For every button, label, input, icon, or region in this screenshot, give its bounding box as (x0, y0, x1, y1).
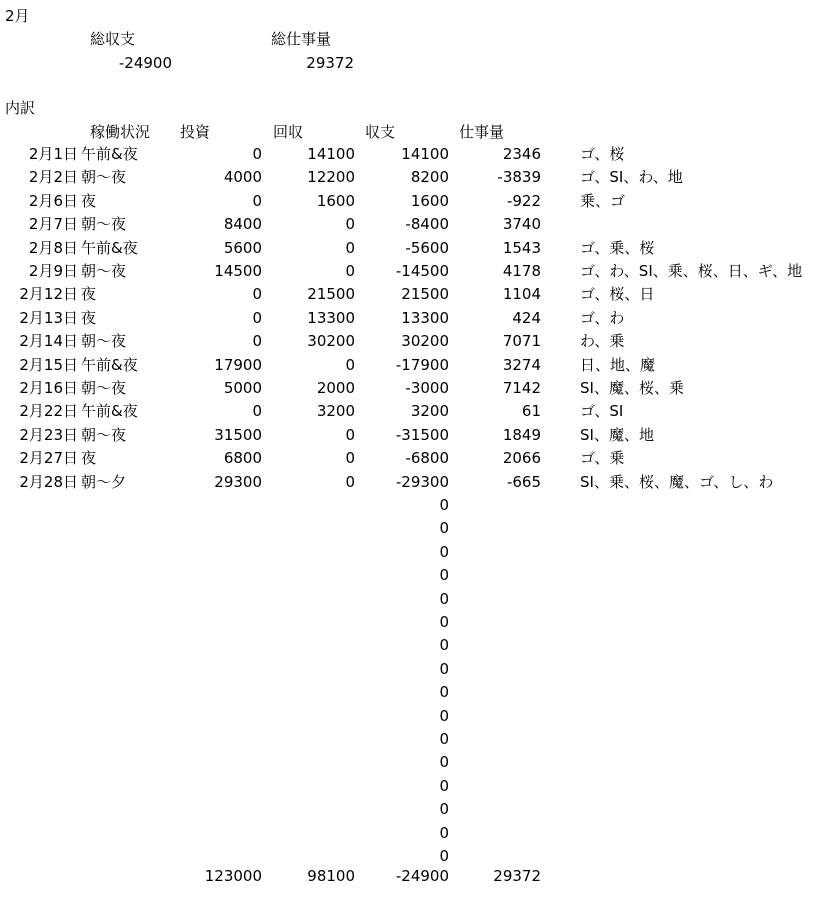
total-balance-value: -24900 (118, 54, 172, 72)
row-work: -922 (506, 191, 541, 210)
row-notes: SI、魔、桜、乗 (580, 379, 684, 397)
row-notes: ゴ、SI (580, 402, 624, 421)
row-balance: -14500 (395, 262, 449, 280)
row-notes: SI、魔、地 (580, 425, 654, 444)
row-collect: 0 (345, 425, 355, 444)
row-notes: ゴ、わ (580, 308, 625, 327)
row-notes: ゴ、桜 (580, 145, 625, 163)
row-collect: 12200 (307, 168, 355, 187)
row-balance: -3000 (405, 379, 449, 397)
row-collect: 1600 (316, 191, 355, 210)
row-status: 朝〜夜 (81, 332, 127, 351)
row-balance: -6800 (405, 449, 449, 468)
header-work: 仕事量 (459, 123, 505, 141)
header-status: 稼働状況 (90, 123, 151, 141)
empty-row-balance: 0 (439, 496, 449, 514)
row-work: 4178 (502, 262, 541, 280)
total-balance-label: 総収支 (90, 30, 136, 48)
row-date: 2月6日 (28, 191, 78, 210)
empty-row-balance: 0 (439, 847, 449, 865)
empty-row-balance: 0 (439, 776, 449, 795)
row-status: 朝〜夕 (81, 472, 127, 491)
row-notes (580, 213, 820, 236)
empty-row-balance: 0 (439, 730, 449, 748)
empty-row-balance: 0 (439, 683, 449, 702)
total-work-value: 29372 (306, 54, 354, 72)
total-work-label: 総仕事量 (271, 30, 332, 48)
empty-row-balance: 0 (439, 800, 449, 819)
total-collect: 98100 (307, 867, 355, 885)
row-status: 朝〜夜 (81, 425, 127, 444)
row-collect: 0 (345, 215, 355, 234)
row-status: 夜 (81, 285, 97, 304)
row-invest: 0 (252, 191, 262, 210)
row-date: 2月1日 (28, 145, 78, 163)
row-collect: 0 (345, 238, 355, 257)
row-collect: 0 (345, 355, 355, 374)
row-balance: 21500 (401, 285, 449, 304)
empty-row-balance: 0 (439, 566, 449, 585)
row-balance: -5600 (405, 238, 449, 257)
row-notes: ゴ、乗 (580, 449, 625, 468)
row-invest: 31500 (214, 425, 262, 444)
row-work: 2346 (502, 145, 541, 163)
row-invest: 4000 (223, 168, 262, 187)
row-balance: 8200 (410, 168, 449, 187)
row-work: 1849 (502, 425, 541, 444)
empty-row-balance: 0 (439, 589, 449, 608)
row-work: 7071 (502, 332, 541, 351)
row-invest: 8400 (223, 215, 262, 234)
row-work: 1104 (502, 285, 541, 304)
empty-row-balance: 0 (439, 753, 449, 772)
row-date: 2月14日 (19, 332, 78, 351)
row-collect: 3200 (316, 402, 355, 421)
row-status: 午前&夜 (81, 402, 138, 421)
empty-row-balance: 0 (439, 659, 449, 678)
empty-row-balance: 0 (439, 613, 449, 631)
row-date: 2月27日 (19, 449, 78, 468)
row-collect: 2000 (316, 379, 355, 397)
row-status: 朝〜夜 (81, 262, 127, 280)
row-date: 2月22日 (19, 402, 78, 421)
row-date: 2月7日 (28, 215, 78, 234)
row-notes: 乗、ゴ (580, 191, 626, 210)
row-balance: -8400 (405, 215, 449, 234)
row-invest: 0 (252, 145, 262, 163)
month-label: 2月 (5, 7, 30, 25)
row-work: 424 (512, 308, 541, 327)
row-collect: 0 (345, 449, 355, 468)
row-date: 2月12日 (19, 285, 78, 304)
row-date: 2月23日 (19, 425, 78, 444)
row-collect: 0 (345, 262, 355, 280)
row-collect: 30200 (307, 332, 355, 351)
row-invest: 0 (252, 285, 262, 304)
header-invest: 投資 (180, 123, 211, 141)
row-status: 夜 (81, 308, 97, 327)
total-work: 29372 (493, 867, 541, 885)
row-notes: 日、地、魔 (580, 355, 656, 374)
row-date: 2月15日 (19, 355, 78, 374)
row-balance: -31500 (395, 425, 449, 444)
empty-row-balance: 0 (439, 706, 449, 725)
row-balance: 30200 (401, 332, 449, 351)
row-invest: 5000 (223, 379, 262, 397)
empty-row-balance: 0 (439, 519, 449, 538)
empty-row-balance: 0 (439, 636, 449, 655)
row-invest: 5600 (223, 238, 262, 257)
row-balance: 1600 (410, 191, 449, 210)
row-status: 夜 (81, 191, 97, 210)
row-notes: SI、乗、桜、魔、ゴ、し、わ (580, 472, 774, 491)
row-balance: -17900 (395, 355, 449, 374)
row-notes: ゴ、桜、日 (580, 285, 655, 304)
row-notes: わ、乗 (580, 332, 625, 351)
row-collect: 0 (345, 472, 355, 491)
row-work: 3274 (502, 355, 541, 374)
row-work: 1543 (502, 238, 541, 257)
row-work: 2066 (502, 449, 541, 468)
row-status: 午前&夜 (81, 355, 138, 374)
row-notes: ゴ、わ、SI、乗、桜、日、ギ、地 (580, 262, 803, 280)
row-work: 3740 (502, 215, 541, 234)
row-notes: ゴ、SI、わ、地 (580, 168, 683, 187)
row-invest: 14500 (214, 262, 262, 280)
row-status: 午前&夜 (81, 145, 138, 163)
row-collect: 13300 (307, 308, 355, 327)
row-work: -3839 (497, 168, 541, 187)
row-status: 午前&夜 (81, 238, 138, 257)
row-date: 2月9日 (28, 262, 78, 280)
row-work: 7142 (502, 379, 541, 397)
row-date: 2月16日 (19, 379, 78, 397)
total-balance: -24900 (395, 867, 449, 885)
row-balance: -29300 (395, 472, 449, 491)
row-invest: 0 (252, 308, 262, 327)
row-invest: 6800 (223, 449, 262, 468)
breakdown-title: 内訳 (5, 99, 36, 117)
row-status: 朝〜夜 (81, 215, 127, 234)
row-date: 2月13日 (19, 308, 78, 327)
row-status: 朝〜夜 (81, 168, 127, 187)
row-collect: 21500 (307, 285, 355, 304)
row-date: 2月28日 (19, 472, 78, 491)
row-balance: 14100 (401, 145, 449, 163)
row-collect: 14100 (307, 145, 355, 163)
row-notes: ゴ、乗、桜 (580, 238, 655, 257)
row-status: 夜 (81, 449, 97, 468)
total-invest: 123000 (204, 867, 262, 885)
row-invest: 0 (252, 402, 262, 421)
row-invest: 17900 (214, 355, 262, 374)
header-collect: 回収 (273, 123, 304, 141)
row-status: 朝〜夜 (81, 379, 127, 397)
row-date: 2月8日 (28, 238, 78, 257)
row-date: 2月2日 (28, 168, 78, 187)
row-work: -665 (506, 472, 541, 491)
empty-row-balance: 0 (439, 542, 449, 561)
empty-row-balance: 0 (439, 823, 449, 842)
header-balance: 収支 (365, 123, 396, 141)
row-invest: 29300 (214, 472, 262, 491)
row-balance: 13300 (401, 308, 449, 327)
row-balance: 3200 (410, 402, 449, 421)
row-invest: 0 (252, 332, 262, 351)
row-work: 61 (521, 402, 541, 421)
